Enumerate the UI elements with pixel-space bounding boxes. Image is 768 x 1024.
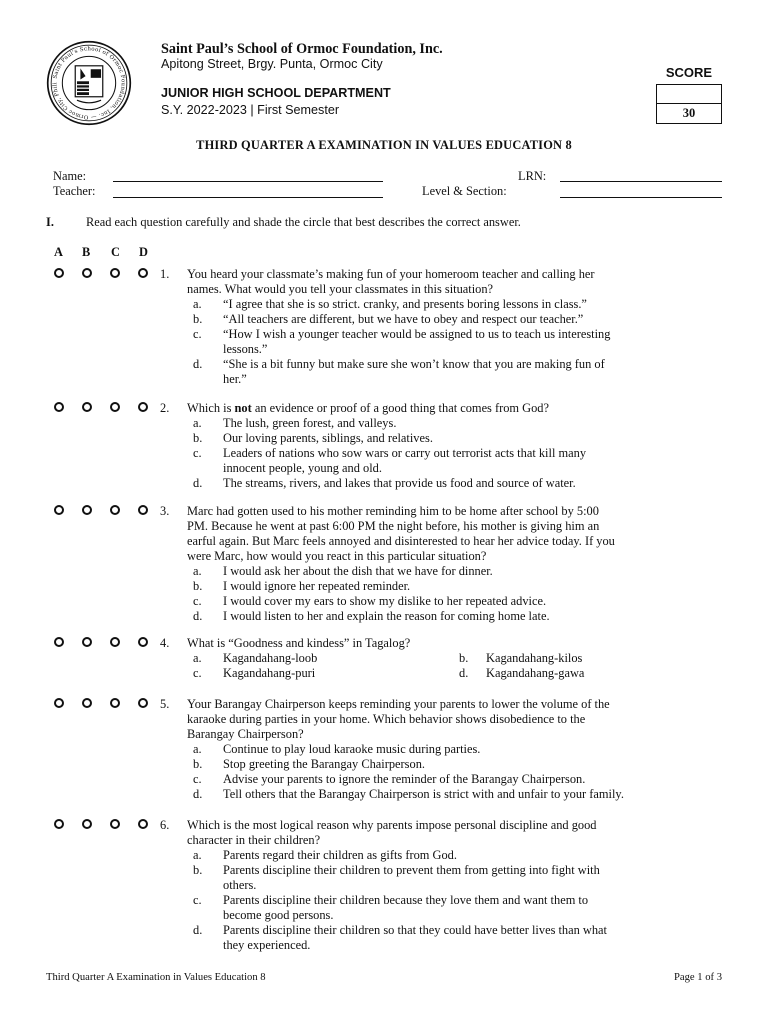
option-text: lessons.”: [223, 342, 268, 356]
answer-bubble-c[interactable]: [110, 637, 120, 647]
answer-bubble-c[interactable]: [110, 268, 120, 278]
question-number: 4.: [160, 636, 170, 650]
answer-bubble-c[interactable]: [110, 698, 120, 708]
name-label: Name:: [53, 169, 87, 183]
question-number: 6.: [160, 818, 170, 832]
school-name: Saint Paul’s School of Ormoc Foundation, Inc.: [161, 41, 443, 57]
question-text: Barangay Chairperson?: [187, 727, 304, 741]
option-text: Advise your parents to ignore the reminder of the Barangay Chairperson.: [223, 772, 586, 786]
answer-bubble-b[interactable]: [82, 505, 92, 515]
option-text: “How I wish a younger teacher would be assigned to us to teach us interesting: [223, 327, 611, 341]
answer-bubble-c[interactable]: [110, 819, 120, 829]
option-letter: c.: [193, 666, 202, 680]
answer-bubble-d[interactable]: [138, 505, 148, 515]
question-number: 2.: [160, 401, 170, 415]
option-letter: b.: [193, 757, 203, 771]
option-letter: d.: [193, 923, 203, 937]
level-section-label: Level & Section:: [422, 184, 507, 198]
option-text: I would ignore her repeated reminder.: [223, 579, 411, 593]
option-text: Leaders of nations who sow wars or carry out terrorist acts that kill many: [223, 446, 587, 460]
option-text: her.”: [223, 372, 247, 386]
option-letter: d.: [193, 476, 203, 490]
question-text: Which is not an evidence or proof of a good thing that comes from God?: [187, 401, 550, 415]
choice-header-b: B: [82, 245, 91, 259]
question-text: You heard your classmate’s making fun of your homeroom teacher and calling her: [187, 267, 595, 281]
answer-bubble-c[interactable]: [110, 402, 120, 412]
option-text: Stop greeting the Barangay Chairperson.: [223, 757, 425, 771]
section-number: I.: [46, 215, 54, 229]
score-box: [656, 84, 722, 124]
option-text: I would ask her about the dish that we have for dinner.: [223, 564, 493, 578]
option-text: innocent people, young and old.: [223, 461, 382, 475]
option-text: Parents discipline their children because they love them and want them to: [223, 893, 589, 907]
question-text: Which is the most logical reason why parents impose personal discipline and good: [187, 818, 597, 832]
question-text: What is “Goodness and kindess” in Tagalog?: [187, 636, 411, 650]
option-letter: d.: [193, 357, 203, 371]
option-letter: b.: [459, 651, 469, 665]
option-text: Kagandahang-gawa: [486, 666, 585, 680]
school-seal-logo: [46, 40, 132, 126]
lrn-label: LRN:: [518, 169, 547, 183]
answer-bubble-a[interactable]: [54, 637, 64, 647]
question-text: names. What would you tell your classmates in this situation?: [187, 282, 494, 296]
question-text: were Marc, how would you react in this particular situation?: [187, 549, 487, 563]
svg-text:Saint Paul’s School of Ormoc F: Saint Paul’s School of Ormoc Foundation, Inc. — Ormoc City, Phili: [52, 46, 126, 120]
answer-bubble-b[interactable]: [82, 819, 92, 829]
option-text: “She is a bit funny but make sure she won’t know that you are making fun of: [223, 357, 605, 371]
answer-bubble-c[interactable]: [110, 505, 120, 515]
answer-bubble-b[interactable]: [82, 698, 92, 708]
question-number: 1.: [160, 267, 170, 281]
answer-bubble-d[interactable]: [138, 698, 148, 708]
choice-header-c: C: [111, 245, 120, 259]
answer-bubble-a[interactable]: [54, 268, 64, 278]
answer-bubble-d[interactable]: [138, 637, 148, 647]
answer-bubble-b[interactable]: [82, 268, 92, 278]
answer-bubble-d[interactable]: [138, 402, 148, 412]
answer-bubble-a[interactable]: [54, 698, 64, 708]
answer-bubble-d[interactable]: [138, 268, 148, 278]
question-text: Your Barangay Chairperson keeps reminding your parents to lower the volume of the: [187, 697, 610, 711]
lrn-field[interactable]: [560, 181, 722, 182]
option-letter: a.: [193, 564, 202, 578]
question-text: Marc had gotten used to his mother reminding him to be home after school by 5:00: [187, 504, 599, 518]
option-letter: d.: [459, 666, 469, 680]
teacher-field[interactable]: [113, 197, 383, 198]
answer-bubble-d[interactable]: [138, 819, 148, 829]
option-letter: a.: [193, 297, 202, 311]
option-letter: b.: [193, 431, 203, 445]
answer-bubble-a[interactable]: [54, 505, 64, 515]
option-letter: c.: [193, 594, 202, 608]
option-letter: d.: [193, 609, 203, 623]
teacher-label: Teacher:: [53, 184, 96, 198]
option-text: Parents discipline their children so that they could have better lives than what: [223, 923, 608, 937]
option-letter: a.: [193, 651, 202, 665]
answer-bubble-a[interactable]: [54, 819, 64, 829]
exam-title: THIRD QUARTER A EXAMINATION IN VALUES EDUCATION 8: [196, 138, 572, 152]
option-letter: c.: [193, 327, 202, 341]
department-name: JUNIOR HIGH SCHOOL DEPARTMENT: [161, 86, 391, 100]
option-text: I would cover my ears to show my dislike to her repeated advice.: [223, 594, 547, 608]
option-text: The streams, rivers, and lakes that provide us food and source of water.: [223, 476, 576, 490]
option-text: they experienced.: [223, 938, 311, 952]
option-text: Parents discipline their children to prevent them from getting into fight with: [223, 863, 600, 877]
option-letter: b.: [193, 579, 203, 593]
page-number: Page 1 of 3: [674, 972, 722, 983]
question-text: character in their children?: [187, 833, 321, 847]
answer-bubble-b[interactable]: [82, 637, 92, 647]
option-letter: a.: [193, 416, 202, 430]
question-text: PM. Because he went at past 6:00 PM the night before, his mother is giving him an: [187, 519, 600, 533]
footer-title: Third Quarter A Examination in Values Education 8: [46, 972, 266, 983]
option-text: Kagandahang-loob: [223, 651, 318, 665]
instructions-text: Read each question carefully and shade the circle that best describes the correct answer.: [86, 215, 521, 229]
question-number: 5.: [160, 697, 170, 711]
option-text: “I agree that she is so strict. cranky, and presents boring lessons in class.”: [223, 297, 587, 311]
choice-header-d: D: [139, 245, 148, 259]
option-text: The lush, green forest, and valleys.: [223, 416, 397, 430]
option-letter: c.: [193, 893, 202, 907]
option-letter: b.: [193, 312, 203, 326]
answer-bubble-b[interactable]: [82, 402, 92, 412]
question-text: karaoke during parties in your home. Which behavior shows disobedience to the: [187, 712, 586, 726]
option-text: Kagandahang-puri: [223, 666, 316, 680]
question-number: 3.: [160, 504, 170, 518]
option-letter: b.: [193, 863, 203, 877]
option-text: Parents regard their children as gifts from God.: [223, 848, 457, 862]
choice-header-a: A: [54, 245, 63, 259]
option-text: Tell others that the Barangay Chairperson is strict with and unfair to your family.: [223, 787, 624, 801]
name-field[interactable]: [113, 181, 383, 182]
option-text: I would listen to her and explain the reason for coming home late.: [223, 609, 550, 623]
score-total: 30: [682, 106, 696, 120]
option-text: Kagandahang-kilos: [486, 651, 583, 665]
score-label: SCORE: [665, 65, 713, 80]
score-input-cell[interactable]: [657, 85, 721, 104]
school-year: S.Y. 2022-2023 | First Semester: [161, 103, 340, 117]
option-text: Our loving parents, siblings, and relatives.: [223, 431, 433, 445]
question-text: earful again. But Marc feels annoyed and disinterested to hear her advice today. If you: [187, 534, 615, 548]
option-text: Continue to play loud karaoke music during parties.: [223, 742, 481, 756]
option-text: others.: [223, 878, 257, 892]
option-text: “All teachers are different, but we have to obey and respect our teacher.”: [223, 312, 584, 326]
option-letter: c.: [193, 446, 202, 460]
answer-bubble-a[interactable]: [54, 402, 64, 412]
option-letter: c.: [193, 772, 202, 786]
option-letter: d.: [193, 787, 203, 801]
level-section-field[interactable]: [560, 197, 722, 198]
option-text: become good persons.: [223, 908, 334, 922]
option-letter: a.: [193, 742, 202, 756]
school-address: Apitong Street, Brgy. Punta, Ormoc City: [161, 57, 383, 71]
option-letter: a.: [193, 848, 202, 862]
